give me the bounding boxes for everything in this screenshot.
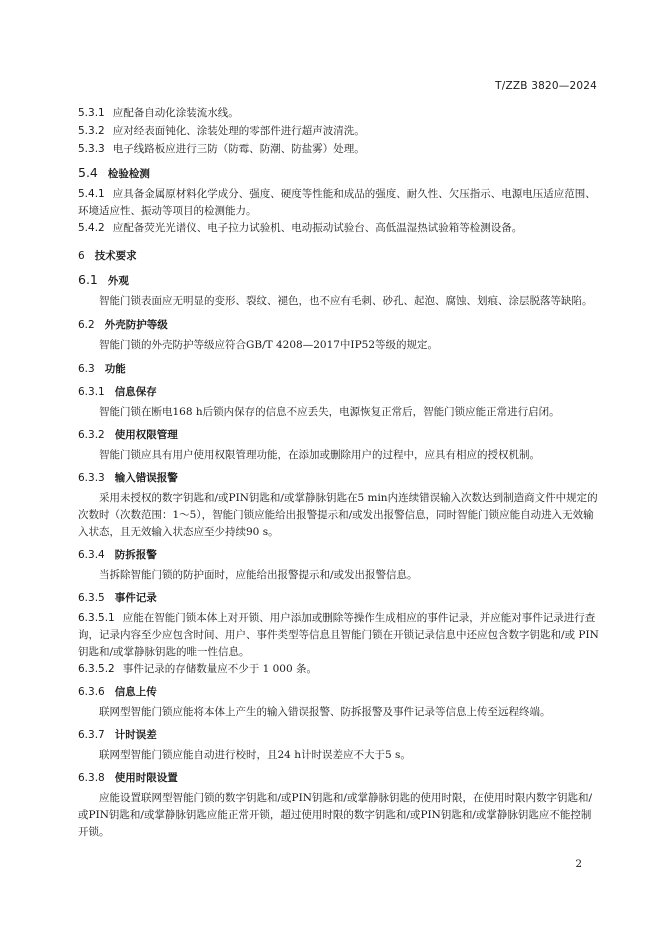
paragraph-6-3-8: 应能设置联网型智能门锁的数字钥匙和/或PIN钥匙和/或掌静脉钥匙的使用时限，在使用时限内数字钥匙和/或PIN钥匙和/或掌静脉钥匙应能正常开锁，超过使用时限的数字钥匙和/或PIN钥匙和/或掌静脉钥匙应不能控制开锁。 <box>78 792 593 838</box>
heading-number: 6.3.8 <box>78 772 105 784</box>
clause-6-3-5-1 <box>78 610 600 661</box>
clause-5-4-1 <box>78 186 600 220</box>
clause-number: 5.3.2 <box>78 125 105 137</box>
standard-code: T/ZZB 3820—2024 <box>495 80 597 92</box>
heading-title: 使用时限设置 <box>114 772 178 784</box>
heading-number: 6 <box>78 250 85 262</box>
heading-title: 使用权限管理 <box>114 429 178 441</box>
heading-number: 6.3 <box>78 363 95 375</box>
heading-6-3-8 <box>78 769 600 787</box>
heading-number: 6.1 <box>78 272 98 287</box>
clause-number: 5.4.1 <box>78 188 105 200</box>
heading-5-4 <box>78 164 600 183</box>
heading-number: 6.3.6 <box>78 686 105 698</box>
page-number: 2 <box>575 858 582 870</box>
heading-6-3-4 <box>78 546 600 564</box>
paragraph-6-3-1: 智能门锁在断电168 h后锁内保存的信息不应丢失，电源恢复正常后，智能门锁应能正常进行启闭。 <box>99 406 560 418</box>
paragraph-6-3-7: 联网型智能门锁应能自动进行校时，且24 h计时误差应不大于5 s。 <box>99 749 411 761</box>
heading-6-3-3 <box>78 469 600 487</box>
paragraph-6-3-4: 当拆除智能门锁的防护面时，应能给出报警提示和/或发出报警信息。 <box>99 569 418 581</box>
heading-title: 功能 <box>104 363 126 375</box>
heading-number: 6.3.5 <box>78 592 105 604</box>
heading-title: 防拆报警 <box>114 549 157 561</box>
heading-number: 5.4 <box>78 165 98 180</box>
heading-number: 6.3.2 <box>78 429 105 441</box>
heading-title: 输入错误报警 <box>114 472 178 484</box>
heading-title: 信息保存 <box>114 386 157 398</box>
heading-title: 检验检测 <box>107 168 150 180</box>
heading-title: 事件记录 <box>114 592 157 604</box>
clause-number: 5.4.2 <box>78 222 105 234</box>
clause-6-3-5-2 <box>78 661 600 678</box>
heading-6-3-7 <box>78 726 600 744</box>
clause-text: 应具备金属原材料化学成分、强度、硬度等性能和成品的强度、耐久性、欠压指示、电源电压适应范围、环境适应性、振动等项目的检测能力。 <box>78 188 596 217</box>
heading-6-1 <box>78 271 600 290</box>
clause-number: 6.3.5.2 <box>78 663 115 675</box>
heading-title: 外观 <box>107 275 129 287</box>
paragraph-6-2: 智能门锁的外壳防护等级应符合GB/T 4208—2017中IP52等级的规定。 <box>99 339 438 351</box>
clause-number: 5.3.3 <box>78 143 105 155</box>
heading-number: 6.3.7 <box>78 729 105 741</box>
clause-5-3-3 <box>78 140 600 158</box>
paragraph-6-3-2: 智能门锁应具有用户使用权限管理功能，在添加或删除用户的过程中，应具有相应的授权机制。 <box>99 449 540 461</box>
clause-text: 应能在智能门锁本体上对开锁、用户添加或删除等操作生成相应的事件记录，并应能对事件记录进行查询，记录内容至少应包含时间、用户、事件类型等信息且智能门锁在开锁记录信息中还应包含数字钥匙和/或 PIN 钥匙和/或掌静脉钥匙的唯一性信息。 <box>78 612 599 658</box>
clause-text: 电子线路板应进行三防（防霉、防潮、防盐雾）处理。 <box>112 143 365 155</box>
clause-5-4-2 <box>78 220 600 237</box>
clause-5-3-1 <box>78 104 600 122</box>
paragraph-6-3-6: 联网型智能门锁应能将本体上产生的输入错误报警、防拆报警及事件记录等信息上传至远程终端。 <box>99 706 551 718</box>
heading-title: 计时误差 <box>114 729 157 741</box>
heading-6-3-6 <box>78 683 600 701</box>
heading-number: 6.3.4 <box>78 549 105 561</box>
clause-number: 6.3.5.1 <box>78 612 115 624</box>
heading-number: 6.3.1 <box>78 386 105 398</box>
paragraph-6-1: 智能门锁表面应无明显的变形、裂纹、褪色，也不应有毛刺、砂孔、起泡、腐蚀、划痕、涂层脱落等缺陷。 <box>99 295 593 307</box>
heading-title: 外壳防护等级 <box>104 319 168 331</box>
clause-text: 事件记录的存储数量应不少于 1 000 条。 <box>122 663 317 675</box>
heading-6-2 <box>78 316 600 334</box>
heading-6 <box>78 247 600 265</box>
paragraph-6-3-3: 采用未授权的数字钥匙和/或PIN钥匙和/或掌静脉钥匙在5 min内连续错误输入次数达到制造商文件中规定的次数时（次数范围：1～5），智能门锁应能给出报警提示和/或发出报警信息，同时智能门锁应能自动进入无效输入状态，且无效输入状态应至少持续90 s。 <box>78 492 598 538</box>
heading-6-3-5 <box>78 589 600 607</box>
clause-text: 应对经表面钝化、涂装处理的零部件进行超声波清洗。 <box>112 125 365 137</box>
clause-5-3-2 <box>78 122 600 140</box>
clause-text: 应配备荧光光谱仪、电子拉力试验机、电动振动试验台、高低温湿热试验箱等检测设备。 <box>112 222 523 234</box>
heading-6-3 <box>78 360 600 378</box>
heading-title: 技术要求 <box>94 250 137 262</box>
heading-number: 6.3.3 <box>78 472 105 484</box>
heading-6-3-2 <box>78 426 600 444</box>
clause-text: 应配备自动化涂装流水线。 <box>112 107 239 119</box>
document-body <box>78 104 600 843</box>
heading-6-3-1 <box>78 383 600 401</box>
heading-number: 6.2 <box>78 319 95 331</box>
heading-title: 信息上传 <box>114 686 157 698</box>
clause-number: 5.3.1 <box>78 107 105 119</box>
